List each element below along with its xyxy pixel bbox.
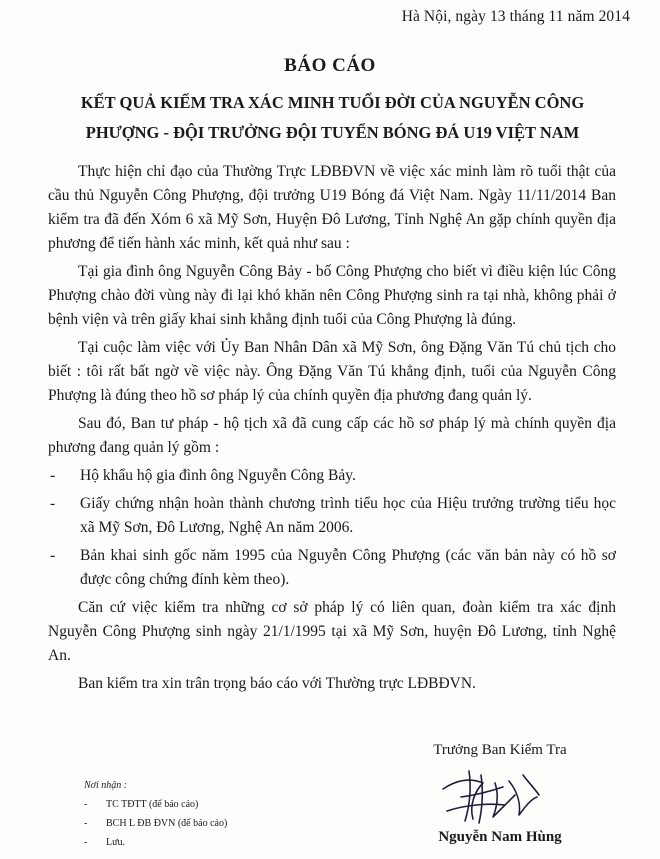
- report-body: [48, 160, 616, 700]
- recipient-item: [84, 833, 227, 852]
- recipients-title: Nơi nhận :: [84, 780, 128, 791]
- subtitle-line-1: KẾT QUẢ KIỂM TRA XÁC MINH TUỔI ĐỜI CỦA NGUYỄN CÔNG: [80, 93, 585, 112]
- recipient-text: TC TĐTT (để báo cáo): [106, 799, 199, 810]
- signer-title: Trưởng Ban Kiểm Tra: [433, 742, 567, 758]
- paragraph-conclusion: Căn cứ việc kiểm tra những cơ sở pháp lý có liên quan, đoàn kiểm tra xác định Nguyễn Công Phượng sinh ngày 21/1/1995 tại xã Mỹ Sơn, huyện Đô Lương, tỉnh Nghệ An.: [48, 599, 616, 664]
- list-item: [48, 464, 616, 488]
- signer-name: Nguyễn Nam Hùng: [438, 829, 562, 845]
- subtitle-line-2: PHƯỢNG - ĐỘI TRƯỞNG ĐỘI TUYỂN BÓNG ĐÁ U19 VIỆT NAM: [85, 123, 580, 142]
- recipient-item: [84, 795, 227, 814]
- handwritten-signature: [425, 761, 575, 831]
- recipient-dash: -: [84, 837, 88, 848]
- signature-stroke: [493, 783, 515, 817]
- recipient-text: BCH L ĐB ĐVN (để báo cáo): [106, 818, 228, 829]
- recipient-text: Lưu.: [106, 837, 126, 848]
- bullet-text: Bản khai sinh gốc năm 1995 của Nguyễn Công Phượng (các văn bản này có hồ sơ được công chứng đính kèm theo).: [80, 547, 616, 588]
- report-subtitle: [40, 88, 625, 148]
- paragraph-commune-meeting: Tại cuộc làm việc với Ủy Ban Nhân Dân xã Mỹ Sơn, ông Đặng Văn Tú chủ tịch cho biết : tôi rất bất ngờ về việc này. Ông Đặng Văn Tú khẳng định, tuổi của Nguyễn Công Phượng là đúng theo hồ sơ pháp lý của chính quyền địa phương đang quản lý.: [48, 339, 616, 404]
- signature-stroke: [523, 775, 539, 795]
- recipient-dash: -: [84, 818, 88, 829]
- signature-stroke: [443, 780, 483, 819]
- paragraph-family: Tại gia đình ông Nguyễn Công Bảy - bố Công Phượng cho biết vì điều kiện lúc Công Phượng chào đời vùng này đi lại khó khăn nên Công Phượng sinh ra tại nhà, không phải ở bệnh viện và trên giấy khai sinh khẳng định tuổi của Công Phượng là đúng.: [48, 263, 616, 328]
- paragraph-intro: Thực hiện chỉ đạo của Thường Trực LĐBĐVN về việc xác minh làm rõ tuổi thật của cầu thủ Nguyễn Công Phượng, đội trưởng U19 Bóng đá Việt Nam. Ngày 11/11/2014 Ban kiểm tra đã đến Xóm 6 xã Mỹ Sơn, Huyện Đô Lương, Tỉnh Nghệ An gặp chính quyền địa phương để tiến hành xác minh, kết quả như sau :: [48, 163, 616, 252]
- bullet-text: Hộ khẩu hộ gia đình ông Nguyễn Công Bảy.: [80, 467, 356, 484]
- list-item: [48, 492, 616, 540]
- recipient-item: [84, 814, 227, 833]
- list-item: [48, 544, 616, 592]
- recipient-dash: -: [84, 799, 88, 810]
- date-line: Hà Nội, ngày 13 tháng 11 năm 2014: [401, 8, 630, 25]
- signature-block: [400, 742, 600, 846]
- paragraph-closing: Ban kiểm tra xin trân trọng báo cáo với Thường trực LĐBĐVN.: [78, 675, 476, 692]
- bullet-dash: -: [50, 495, 56, 512]
- bullet-dash: -: [50, 547, 56, 564]
- bullet-dash: -: [50, 467, 56, 484]
- report-title: BÁO CÁO: [284, 55, 376, 76]
- paragraph-legal-docs: Sau đó, Ban tư pháp - hộ tịch xã đã cung cấp các hồ sơ pháp lý mà chính quyền địa phương đang quản lý gồm :: [48, 415, 616, 456]
- recipients-block: [84, 776, 227, 852]
- bullet-text: Giấy chứng nhận hoàn thành chương trình tiểu học của Hiệu trưởng trường tiểu học xã Mỹ Sơn, Đô Lương, Nghệ An năm 2006.: [80, 495, 616, 536]
